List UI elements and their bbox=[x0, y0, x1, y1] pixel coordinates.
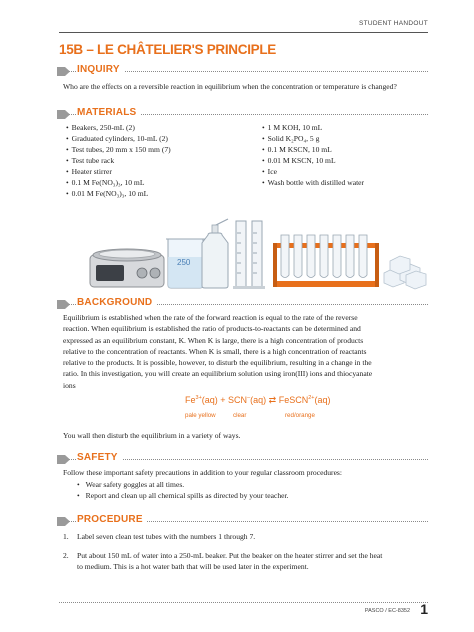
header-rule bbox=[59, 32, 428, 33]
list-item: • Ice bbox=[262, 166, 364, 177]
arrow-bullet-icon bbox=[57, 300, 71, 309]
section-heading-inquiry bbox=[59, 65, 428, 77]
equilibrium-arrow-icon: ⇄ bbox=[268, 395, 277, 405]
procedure-step bbox=[63, 550, 428, 561]
materials-list-left bbox=[66, 122, 171, 199]
footer-rule bbox=[59, 602, 428, 603]
section-heading-materials bbox=[59, 108, 428, 120]
list-item: • 0.01 M KSCN, 10 mL bbox=[262, 155, 364, 166]
color-label: red/orange bbox=[285, 412, 315, 419]
beaker-volume-label: 250 bbox=[177, 258, 191, 267]
list-item: • Wash bottle with distilled water bbox=[262, 177, 364, 188]
page-number: 1 bbox=[420, 601, 428, 617]
step-text: Put about 150 mL of water into a 250-mL beaker. Put the beaker on the heater stirrer and set the heat bbox=[77, 551, 383, 560]
section-label: SAFETY bbox=[77, 452, 122, 463]
heater-stirrer-icon bbox=[90, 249, 164, 287]
list-item: • Test tubes, 20 mm x 150 mm (7) bbox=[66, 144, 171, 155]
step-number: 2. bbox=[63, 551, 69, 560]
procedure-step-continued bbox=[77, 561, 428, 572]
text-line: ions bbox=[63, 380, 76, 390]
procedure-step bbox=[63, 531, 428, 542]
section-heading-procedure bbox=[59, 515, 428, 527]
step-number: 1. bbox=[63, 532, 69, 541]
ice-icon bbox=[384, 256, 426, 289]
footer-label: PASCO / EC-8352 bbox=[364, 608, 410, 614]
page-title: 15B – LE CHÂTELIER'S PRINCIPLE bbox=[59, 42, 277, 57]
arrow-bullet-icon bbox=[57, 110, 71, 119]
list-item: • Solid K₂PO₄, 5 g bbox=[262, 133, 364, 144]
list-item: • Wear safety goggles at all times. bbox=[77, 479, 289, 490]
section-label: INQUIRY bbox=[77, 64, 124, 75]
section-heading-background bbox=[59, 298, 428, 310]
list-item: • Heater stirrer bbox=[66, 166, 171, 177]
list-item: • 0.1 M KSCN, 10 mL bbox=[262, 144, 364, 155]
inquiry-text: Who are the effects on a reversible reaction in equilibrium when the concentration or temperature is changed? bbox=[63, 82, 397, 91]
text-line: ratio. In this investigation, you will create an equilibrium solution using iron(III) ions and thiocyanate bbox=[63, 369, 373, 379]
safety-intro: Follow these important safety precautions in addition to your regular classroom procedures: bbox=[63, 468, 342, 477]
beaker-icon bbox=[166, 239, 205, 288]
list-item: • 1 M KOH, 10 mL bbox=[262, 122, 364, 133]
chemical-equation: $Fe^{3+}(aq) + SCN^-(aq)$ ⇄ FeSCN$^{2+}$(aq) bbox=[185, 395, 331, 405]
list-item: • Graduated cylinders, 10-mL (2) bbox=[66, 133, 171, 144]
arrow-bullet-icon bbox=[57, 517, 71, 526]
section-label: MATERIALS bbox=[77, 107, 140, 118]
materials-list-right bbox=[262, 122, 364, 188]
list-item: • Beakers, 250-mL (2) bbox=[66, 122, 171, 133]
section-heading-safety bbox=[59, 453, 428, 465]
text-line: relative to the concentration of reactants. When K is small, there is a high concentration of reactants bbox=[63, 346, 367, 356]
list-item: • Report and clean up all chemical spills as directed by your teacher. bbox=[77, 490, 289, 501]
step-text: to medium. This is a hot water bath that will be used later in the experiment. bbox=[77, 562, 309, 571]
materials-illustration bbox=[88, 213, 428, 296]
section-label: BACKGROUND bbox=[77, 297, 156, 308]
wash-bottle-icon bbox=[202, 219, 228, 288]
text-line: reaction. When equilibrium is established the ratio of products-to-reactants can be determined and bbox=[63, 324, 361, 334]
background-text bbox=[63, 312, 428, 391]
arrow-bullet-icon bbox=[57, 67, 71, 76]
test-tube-rack-icon bbox=[273, 235, 379, 287]
section-label: PROCEDURE bbox=[77, 514, 147, 525]
color-label: clear bbox=[233, 412, 247, 419]
list-item: • 0.1 M Fe(NO₃)₃, 10 mL bbox=[66, 177, 171, 188]
header-label: STUDENT HANDOUT bbox=[358, 20, 428, 27]
list-item: • 0.01 M Fe(NO₃)₃, 10 mL bbox=[66, 188, 171, 199]
color-label: pale yellow bbox=[185, 412, 216, 419]
text-line: Equilibrium is established when the rate of the forward reaction is equal to the rate of the reverse bbox=[63, 313, 358, 322]
text-line: relative to the products. It is possible, however, to disturb the equilibrium, resulting in a change in the bbox=[63, 358, 372, 368]
arrow-bullet-icon bbox=[57, 455, 71, 464]
text-line: expressed as an equilibrium constant, K. When K is large, there is a high concentration of products bbox=[63, 335, 364, 345]
background-after-text: You wall then disturb the equilibrium in a variety of ways. bbox=[63, 431, 241, 440]
step-text: Label seven clean test tubes with the numbers 1 through 7. bbox=[77, 532, 256, 541]
list-item: • Test tube rack bbox=[66, 155, 171, 166]
safety-list bbox=[77, 479, 289, 502]
graduated-cylinder-icon bbox=[233, 221, 265, 289]
